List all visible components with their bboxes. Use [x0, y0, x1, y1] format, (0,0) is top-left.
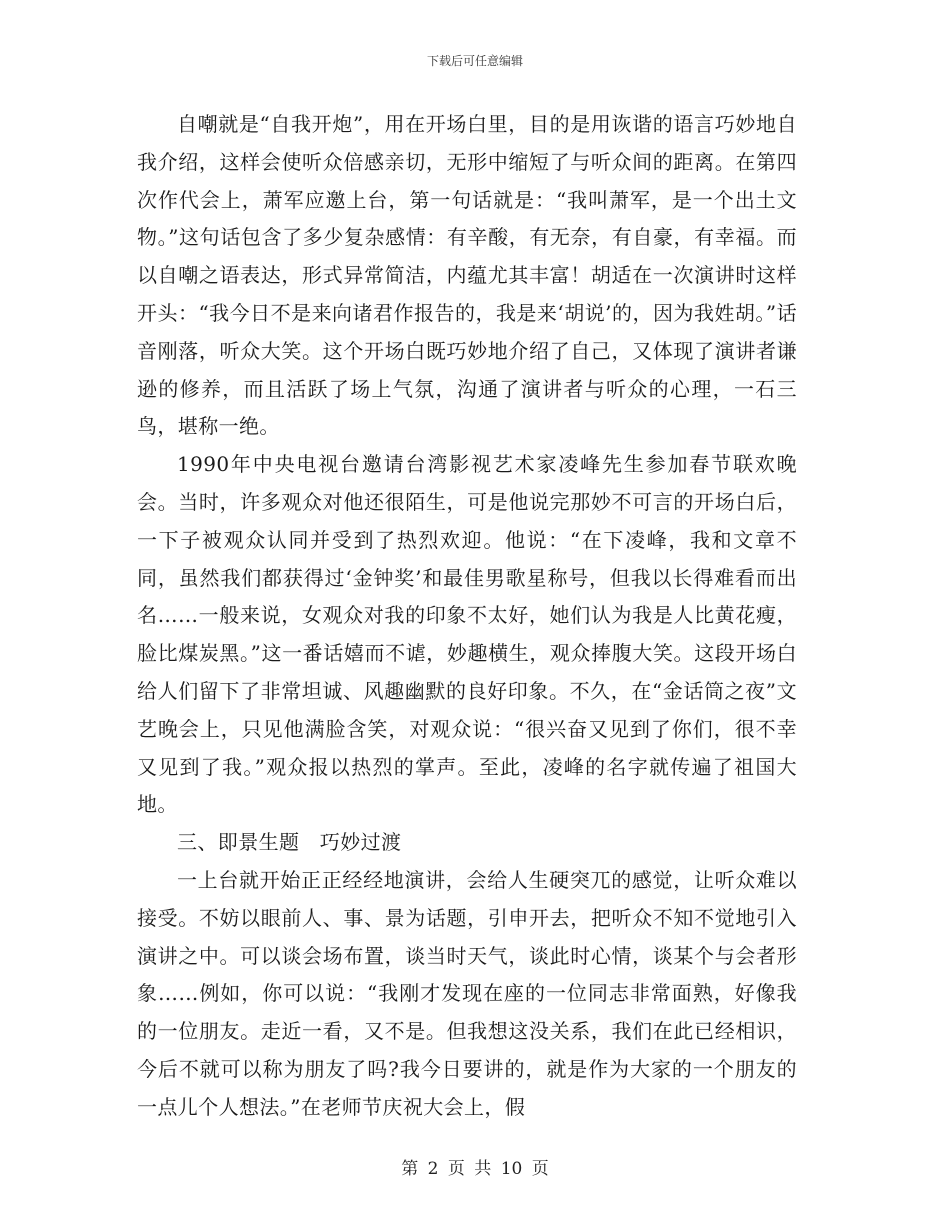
page-footer: 第 2 页 共 10 页 [401, 1159, 549, 1179]
paragraph-self-mockery: 自嘲就是“自我开炮”，用在开场白里，目的是用诙谐的语言巧妙地自我介绍，这样会使听众倍感亲切，无形中缩短了与听众间的距离。在第四次作代会上，萧军应邀上台，第一句话就是：“我叫萧军，是一个出土文物。”这句话包含了多少复杂感情：有辛酸，有无奈，有自豪，有幸福。而以自嘲之语表达，形式异常简洁，内蕴尤其丰富！胡适在一次演讲时这样开头：“我今日不是来向诸君作报告的，我是来‘胡说’的，因为我姓胡。”话音刚落，听众大笑。这个开场白既巧妙地介绍了自己，又体现了演讲者谦逊的修养，而且活跃了场上气氛，沟通了演讲者与听众的心理，一石三鸟，堪称一绝。 [137, 112, 797, 439]
document-body [137, 106, 797, 1127]
paragraph-ling-feng: 1990年中央电视台邀请台湾影视艺术家凌峰先生参加春节联欢晚会。当时，许多观众对他还很陌生，可是他说完那妙不可言的开场白后，一下子被观众认同并受到了热烈欢迎。他说：“在下凌峰，我和文章不同，虽然我们都获得过‘金钟奖’和最佳男歌星称号，但我以长得难看而出名……一般来说，女观众对我的印象不太好，她们认为我是人比黄花瘦，脸比煤炭黑。”这一番话嬉而不谑，妙趣横生，观众捧腹大笑。这段开场白给人们留下了非常坦诚、风趣幽默的良好印象。不久，在“金话筒之夜”文艺晚会上，只见他满脸含笑，对观众说：“很兴奋又见到了你们，很不幸又见到了我。”观众报以热烈的掌声。至此，凌峰的名字就传遍了祖国大地。 [137, 452, 797, 817]
paragraph-transition: 一上台就开始正正经经地演讲，会给人生硬突兀的感觉，让听众难以接受。不妨以眼前人、事、景为话题，引申开去，把听众不知不觉地引入演讲之中。可以谈会场布置，谈当时天气，谈此时心情，谈某个与会者形象……例如，你可以说：“我刚才发现在座的一位同志非常面熟，好像我的一位朋友。走近一看，又不是。但我想这没关系，我们在此已经相识，今后不就可以称为朋友了吗?我今日要讲的，就是作为大家的一个朋友的一点儿个人想法。”在老师节庆祝大会上，假 [137, 867, 797, 1119]
page-header: 下载后可任意编辑 [426, 54, 523, 68]
section-heading: 三、即景生题 巧妙过渡 [177, 830, 402, 855]
